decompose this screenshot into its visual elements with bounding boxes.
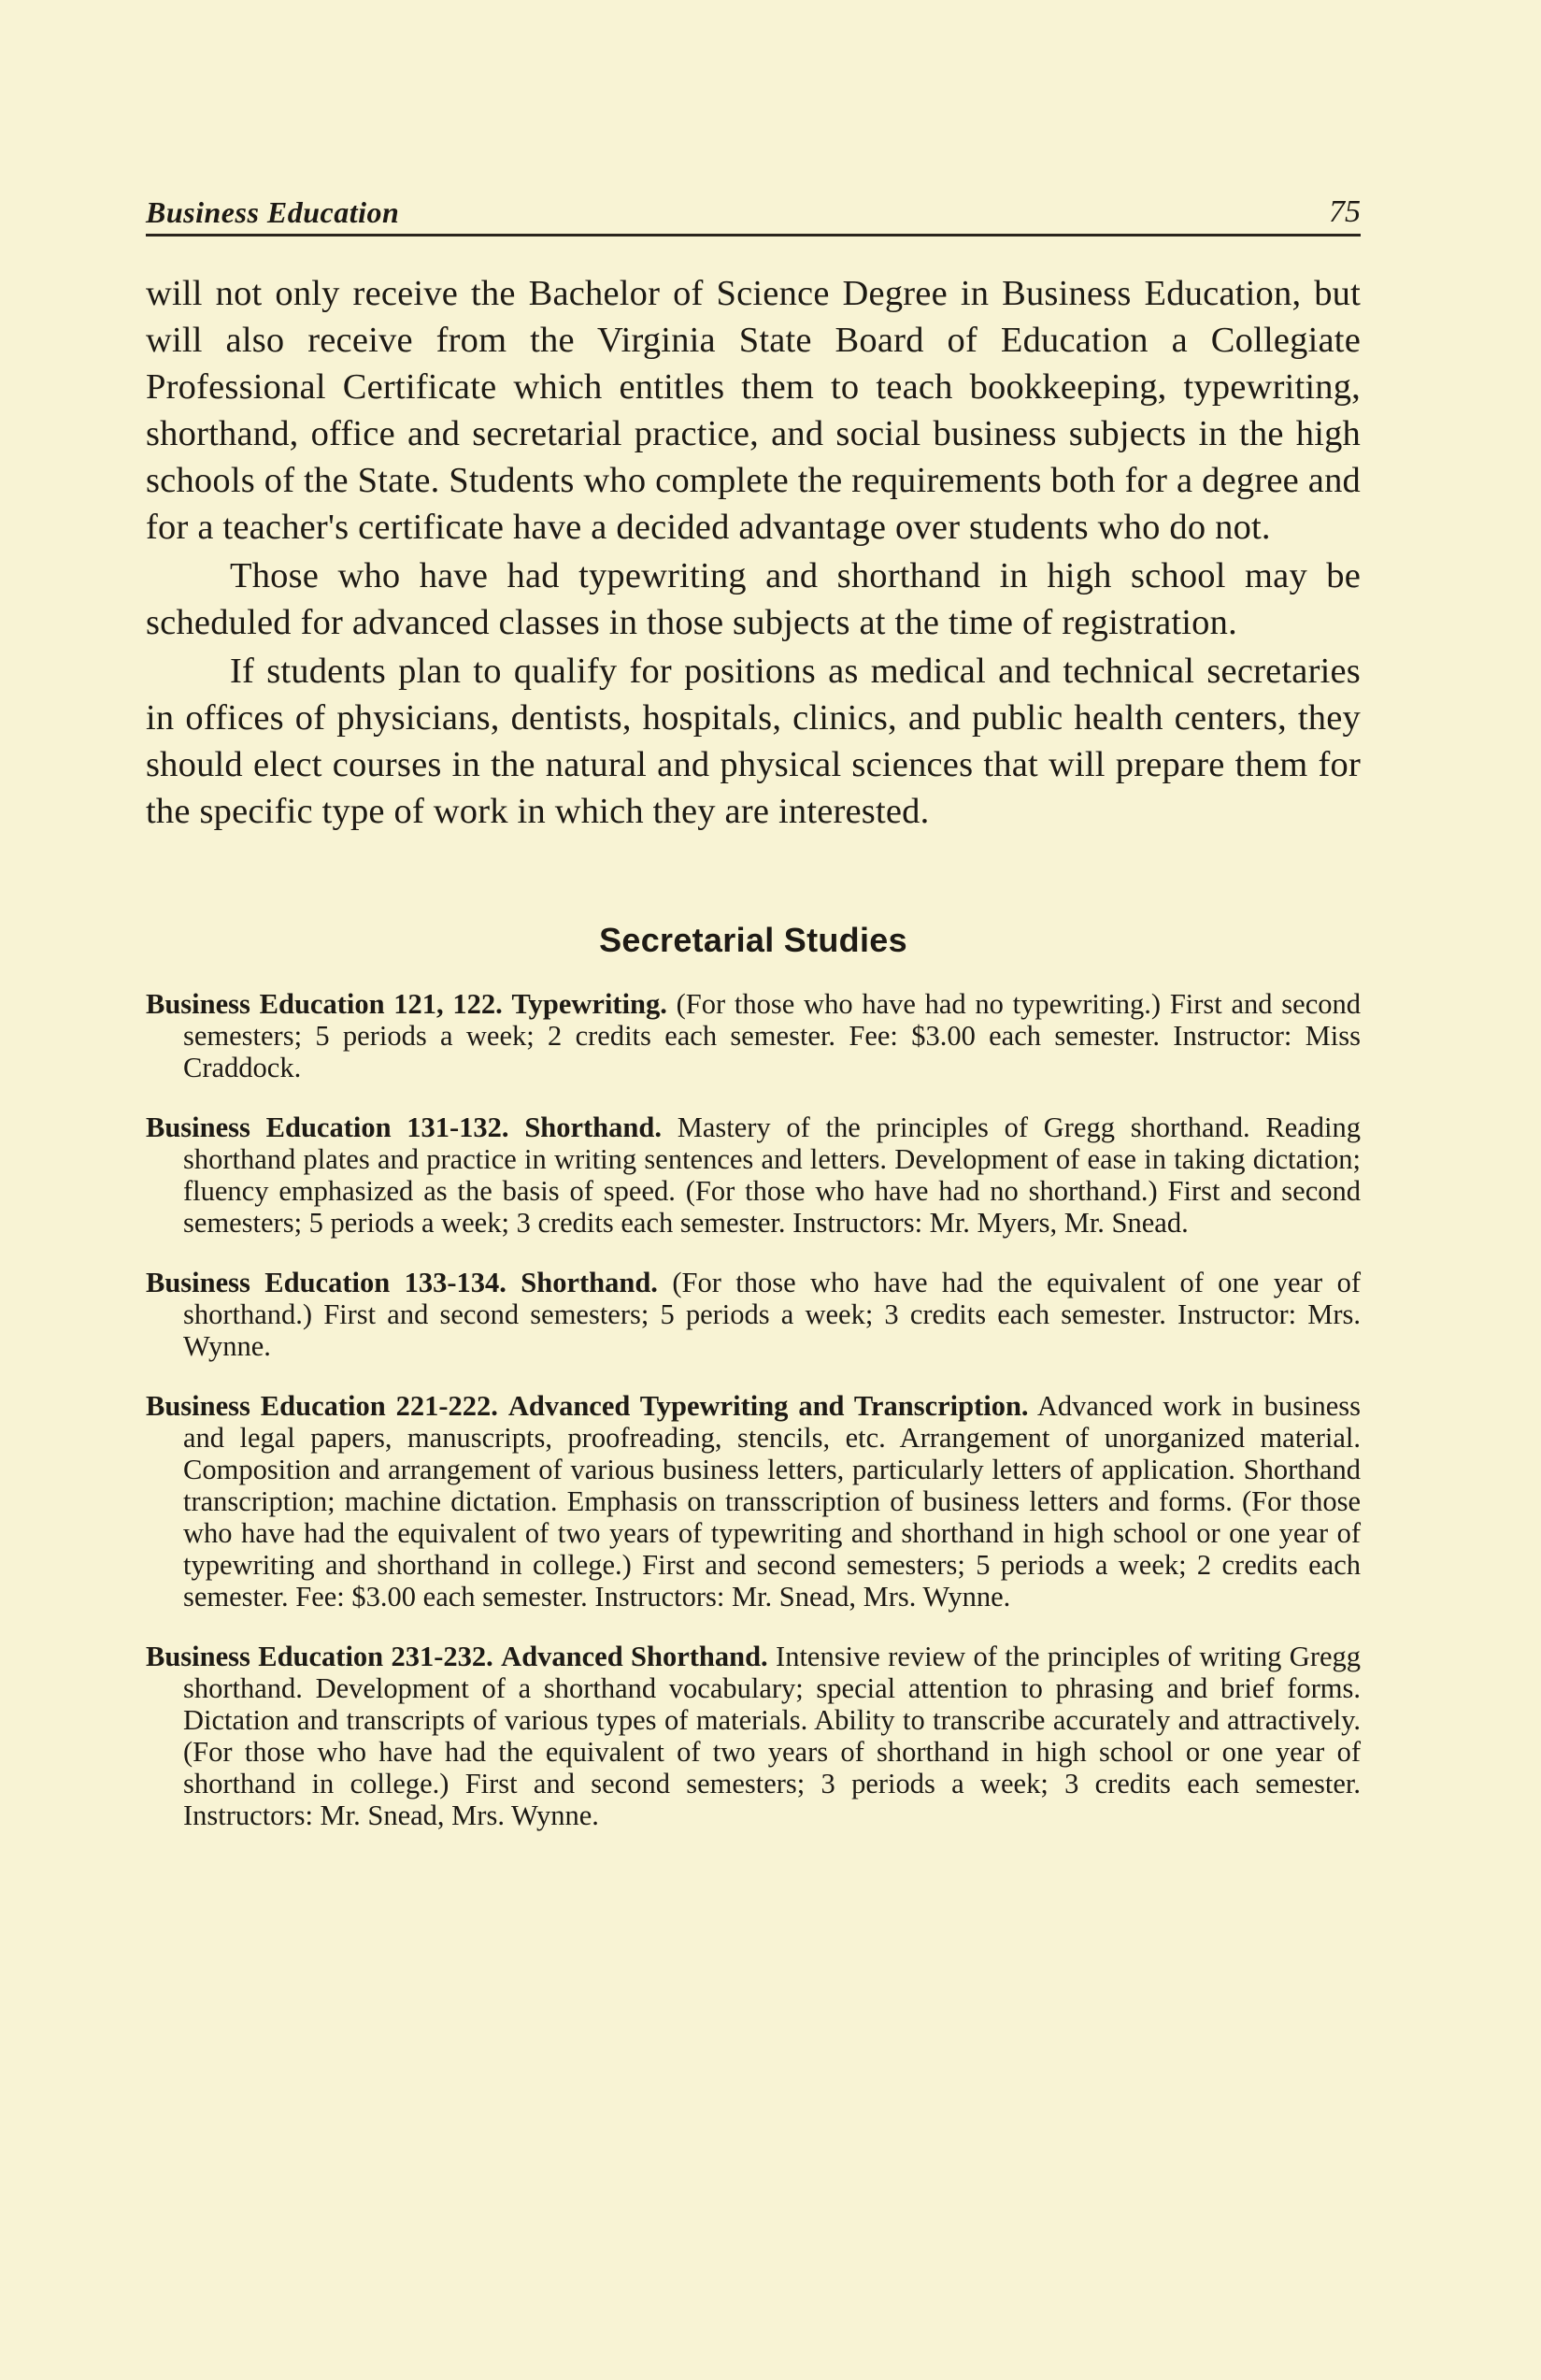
body-paragraph: will not only receive the Bachelor of Science Degree in Business Education, but will also receive from the Virginia State Board of Education a Collegiate Professional Certificate which entitles them to teach bookkeeping, typewriting, shorthand, office and secretarial practice, and social business subjects in the high schools of the State. Students who complete the requirements both for a degree and for a teacher's certificate have a decided advantage over students who do not. — [146, 274, 1361, 547]
running-head-title: Business Education — [146, 195, 400, 229]
course-entry — [146, 1111, 1361, 1239]
course-entry — [146, 1267, 1361, 1362]
course-entry — [146, 1390, 1361, 1613]
body-paragraph: Those who have had typewriting and shorthand in high school may be scheduled for advanced classes in those subjects at the time of registration. — [146, 556, 1361, 642]
course-description: Mastery of the principles of Gregg shorthand. Reading shorthand plates and practice in writing sentences and letters. Development of ease in taking dictation; fluency emphasized as the basis of speed. (For those who have had no shorthand.) First and second semesters; 5 periods a week; 3 credits each semester. Instructors: Mr. Myers, Mr. Snead. — [183, 1111, 1361, 1239]
course-title: Typewriting. — [511, 988, 667, 1020]
course-title: Advanced Typewriting and Transcription. — [507, 1390, 1029, 1422]
catalog-page — [146, 187, 1361, 1859]
course-description: Intensive review of the principles of writing Gregg shorthand. Development of a shorthand vocabulary; special attention to phrasing and brief forms. Dictation and transcripts of various types of materials. Ability to transcribe accurately and attractively. (For those who have had the equivalent of two years of shorthand in high school or one year of shorthand in college.) First and second semesters; 3 periods a week; 3 credits each semester. Instructors: Mr. Snead, Mrs. Wynne. — [183, 1641, 1362, 1831]
section-heading: Secretarial Studies — [599, 921, 907, 959]
running-head — [146, 187, 1361, 237]
course-description: (For those who have had no typewriting.) First and second semesters; 5 periods a week; 2 credits each semester. Fee: $3.00 each semester. Instructor: Miss Craddock. — [183, 988, 1361, 1083]
course-description: (For those who have had the equivalent of one year of shorthand.) First and second semesters; 5 periods a week; 3 credits each semester. Instructor: Mrs. Wynne. — [183, 1267, 1361, 1362]
course-entry — [146, 988, 1361, 1083]
course-entry — [146, 1641, 1361, 1831]
course-title: Shorthand. — [521, 1267, 658, 1298]
course-number: Business Education 121, 122. — [146, 988, 503, 1020]
course-number: Business Education 133-134. — [146, 1267, 507, 1298]
course-description: Advanced work in business and legal papers, manuscripts, proofreading, stencils, etc. Arrangement of unorganized material. Composition and arrangement of various business letters, particularly letters of application. Shorthand transcription; machine dictation. Emphasis on transscription of business letters and forms. (For those who have had the equivalent of two years of typewriting and shorthand in high school or one year of typewriting and shorthand in college.) First and second semesters; 5 periods a week; 2 credits each semester. Fee: $3.00 each semester. Instructors: Mr. Snead, Mrs. Wynne. — [183, 1390, 1361, 1613]
page-number: 75 — [1329, 194, 1361, 229]
course-list — [146, 988, 1361, 1831]
course-number: Business Education 221-222. — [146, 1390, 498, 1422]
body-paragraph: If students plan to qualify for positions as medical and technical secretaries in offices of physicians, dentists, hospitals, clinics, and public health centers, they should elect courses in the natural and physical sciences that will prepare them for the specific type of work in which they are interested. — [146, 652, 1361, 831]
course-title: Advanced Shorthand. — [501, 1641, 768, 1672]
body-text — [146, 270, 1361, 835]
course-title: Shorthand. — [524, 1111, 662, 1143]
course-number: Business Education 231-232. — [146, 1641, 493, 1672]
course-number: Business Education 131-132. — [146, 1111, 509, 1143]
